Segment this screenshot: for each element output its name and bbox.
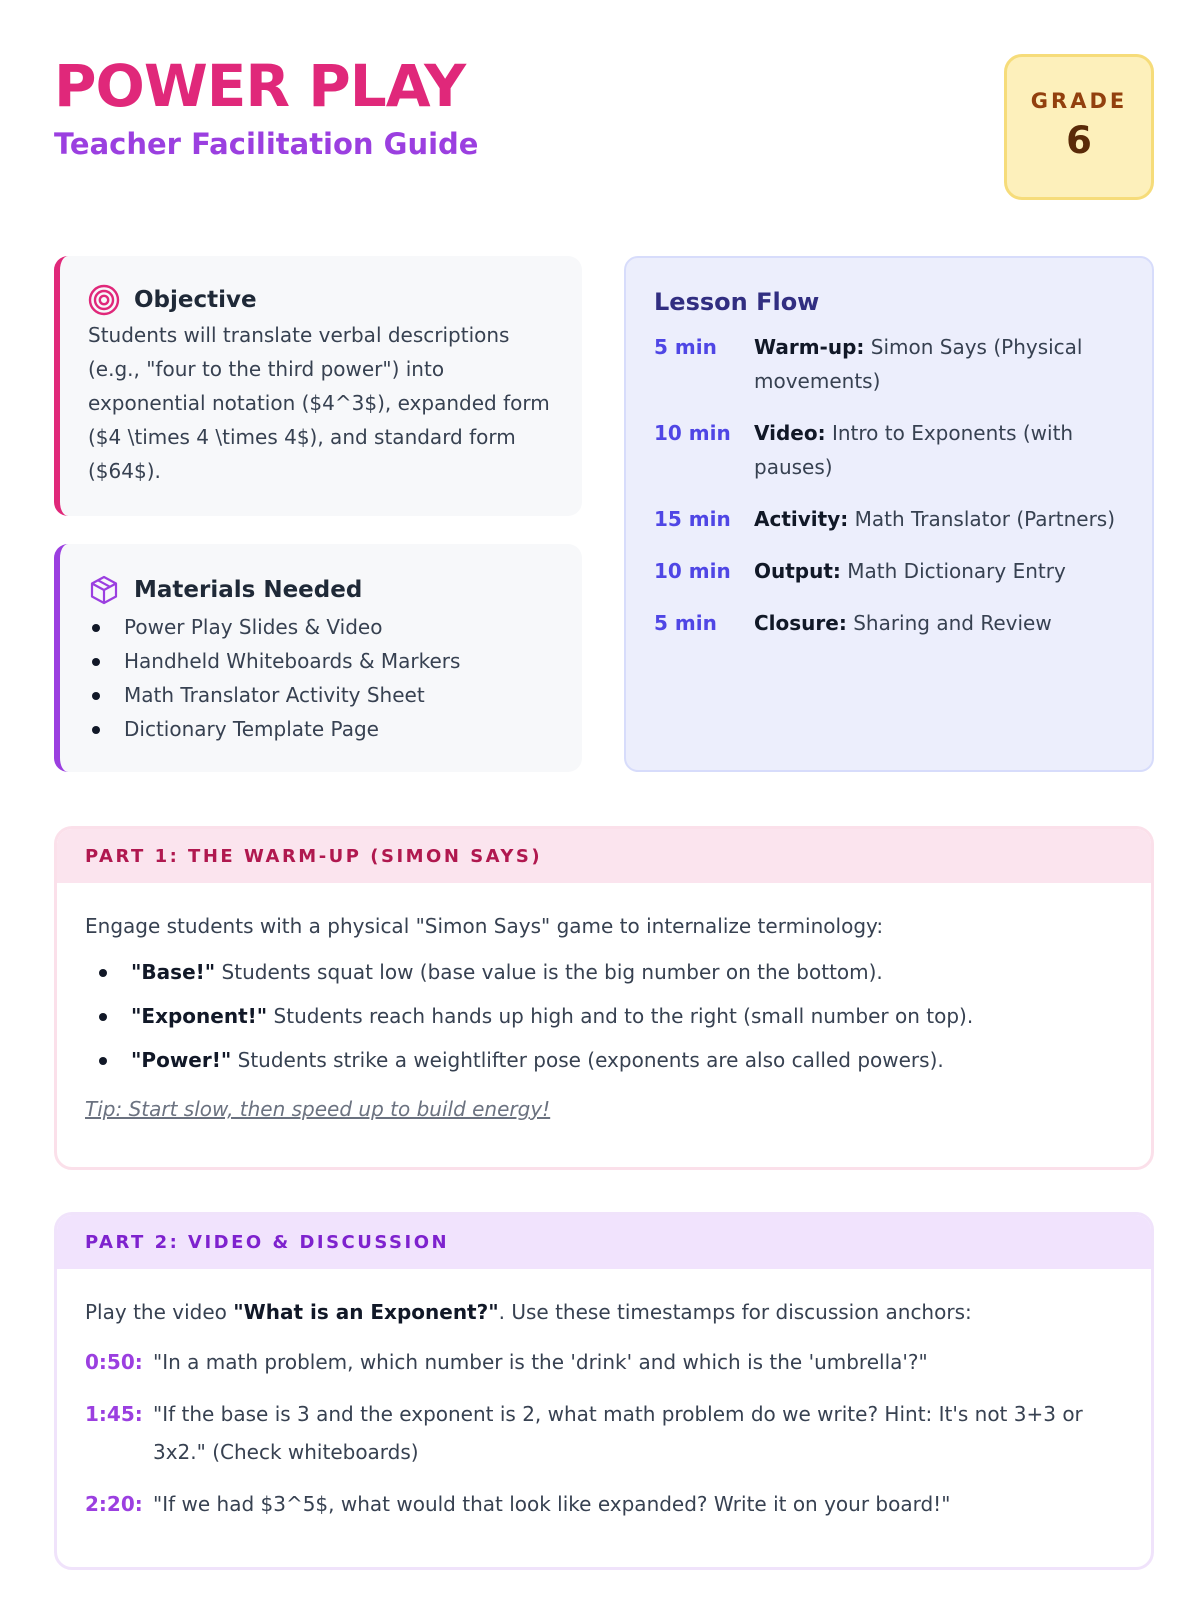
materials-card	[54, 544, 582, 772]
objective-header	[88, 284, 582, 316]
flow-text: Intro to Exponents (with pauses)	[754, 421, 1074, 479]
flow-description	[754, 330, 1124, 398]
intro-pre: Play the video	[85, 1300, 234, 1324]
grade-value: 6	[1066, 119, 1092, 162]
objective-card	[54, 256, 582, 516]
timestamp: 2:20:	[85, 1492, 143, 1516]
flow-time: 5 min	[654, 611, 717, 635]
part1-list	[85, 955, 1121, 1077]
objective-text: Students will translate verbal descriptions (e.g., "four to the third power") into exponential notation ($4^3$), expanded form ($4 \times 4 \times 4$), and standard form ($64$).	[88, 323, 550, 483]
flow-row	[654, 606, 1124, 640]
timestamp-question: "In a math problem, which number is the 'drink' and which is the 'umbrella'?"	[153, 1350, 928, 1374]
timestamp: 0:50:	[85, 1350, 143, 1374]
flow-description	[754, 606, 1052, 640]
page-title: POWER PLAY	[54, 52, 466, 120]
flow-time: 10 min	[654, 559, 731, 583]
flow-row	[654, 330, 1124, 398]
part1-body	[57, 883, 1151, 1121]
flow-text: Math Translator (Partners)	[848, 507, 1116, 531]
intro-post: . Use these timestamps for discussion anchors:	[498, 1300, 972, 1324]
list-item	[85, 1043, 1121, 1077]
flow-label: Warm-up:	[754, 335, 865, 359]
part1-intro: Engage students with a physical "Simon Says" game to internalize terminology:	[85, 914, 884, 938]
term-text: Students squat low (base value is the big number on the bottom).	[215, 960, 883, 984]
timestamp-question: "If we had $3^5$, what would that look like expanded? Write it on your board!"	[153, 1492, 951, 1516]
part2-section	[54, 1212, 1154, 1570]
flow-time: 10 min	[654, 421, 731, 445]
flow-text: Math Dictionary Entry	[840, 559, 1066, 583]
flow-time: 15 min	[654, 507, 731, 531]
grade-label: GRADE	[1030, 89, 1128, 113]
term-text: Students reach hands up high and to the right (small number on top).	[267, 1004, 974, 1028]
term-label: "Base!"	[131, 960, 216, 984]
flow-label: Activity:	[754, 507, 849, 531]
materials-list	[90, 610, 582, 746]
part2-heading: PART 2: VIDEO & DISCUSSION	[57, 1215, 1151, 1269]
timestamp-row	[85, 1395, 1121, 1471]
tip-text: Tip: Start slow, then speed up to build energy!	[85, 1097, 551, 1121]
flow-row	[654, 502, 1124, 536]
part2-body	[57, 1269, 1151, 1523]
timestamp-question: "If the base is 3 and the exponent is 2, what math problem do we write? Hint: It's not 3+3 or 3x2." (Check whiteboards)	[153, 1402, 1083, 1464]
grade-badge	[1004, 54, 1154, 200]
materials-header	[88, 574, 582, 606]
box-icon	[88, 574, 120, 606]
list-item: Power Play Slides & Video	[90, 610, 582, 644]
flow-description	[754, 416, 1124, 484]
list-item: Dictionary Template Page	[90, 712, 582, 746]
list-item: Handheld Whiteboards & Markers	[90, 644, 582, 678]
term-label: "Power!"	[131, 1048, 232, 1072]
flow-label: Video:	[754, 421, 826, 445]
timestamp: 1:45:	[85, 1402, 143, 1426]
timestamp-row	[85, 1485, 1121, 1523]
materials-title: Materials Needed	[134, 577, 363, 603]
part1-heading: PART 1: THE WARM-UP (SIMON SAYS)	[57, 829, 1151, 883]
timestamp-row	[85, 1343, 1121, 1381]
part1-section	[54, 826, 1154, 1170]
flow-row	[654, 554, 1124, 588]
flow-row	[654, 416, 1124, 484]
term-text: Students strike a weightlifter pose (exponents are also called powers).	[231, 1048, 944, 1072]
target-icon	[88, 284, 120, 316]
list-item	[85, 955, 1121, 989]
page-header	[54, 52, 479, 161]
flow-text: Sharing and Review	[846, 611, 1052, 635]
flow-description	[754, 554, 1066, 588]
lesson-flow-card	[624, 256, 1154, 772]
page-subtitle: Teacher Facilitation Guide	[54, 126, 479, 161]
video-title: "What is an Exponent?"	[233, 1300, 499, 1324]
objective-title: Objective	[134, 287, 257, 313]
flow-time: 5 min	[654, 335, 717, 359]
flow-label: Output:	[754, 559, 841, 583]
lesson-flow-title: Lesson Flow	[654, 288, 820, 316]
flow-text: Simon Says (Physical movements)	[754, 335, 1083, 393]
flow-description	[754, 502, 1115, 536]
list-item	[85, 999, 1121, 1033]
flow-label: Closure:	[754, 611, 847, 635]
list-item: Math Translator Activity Sheet	[90, 678, 582, 712]
term-label: "Exponent!"	[131, 1004, 268, 1028]
part2-intro	[85, 1295, 1121, 1329]
